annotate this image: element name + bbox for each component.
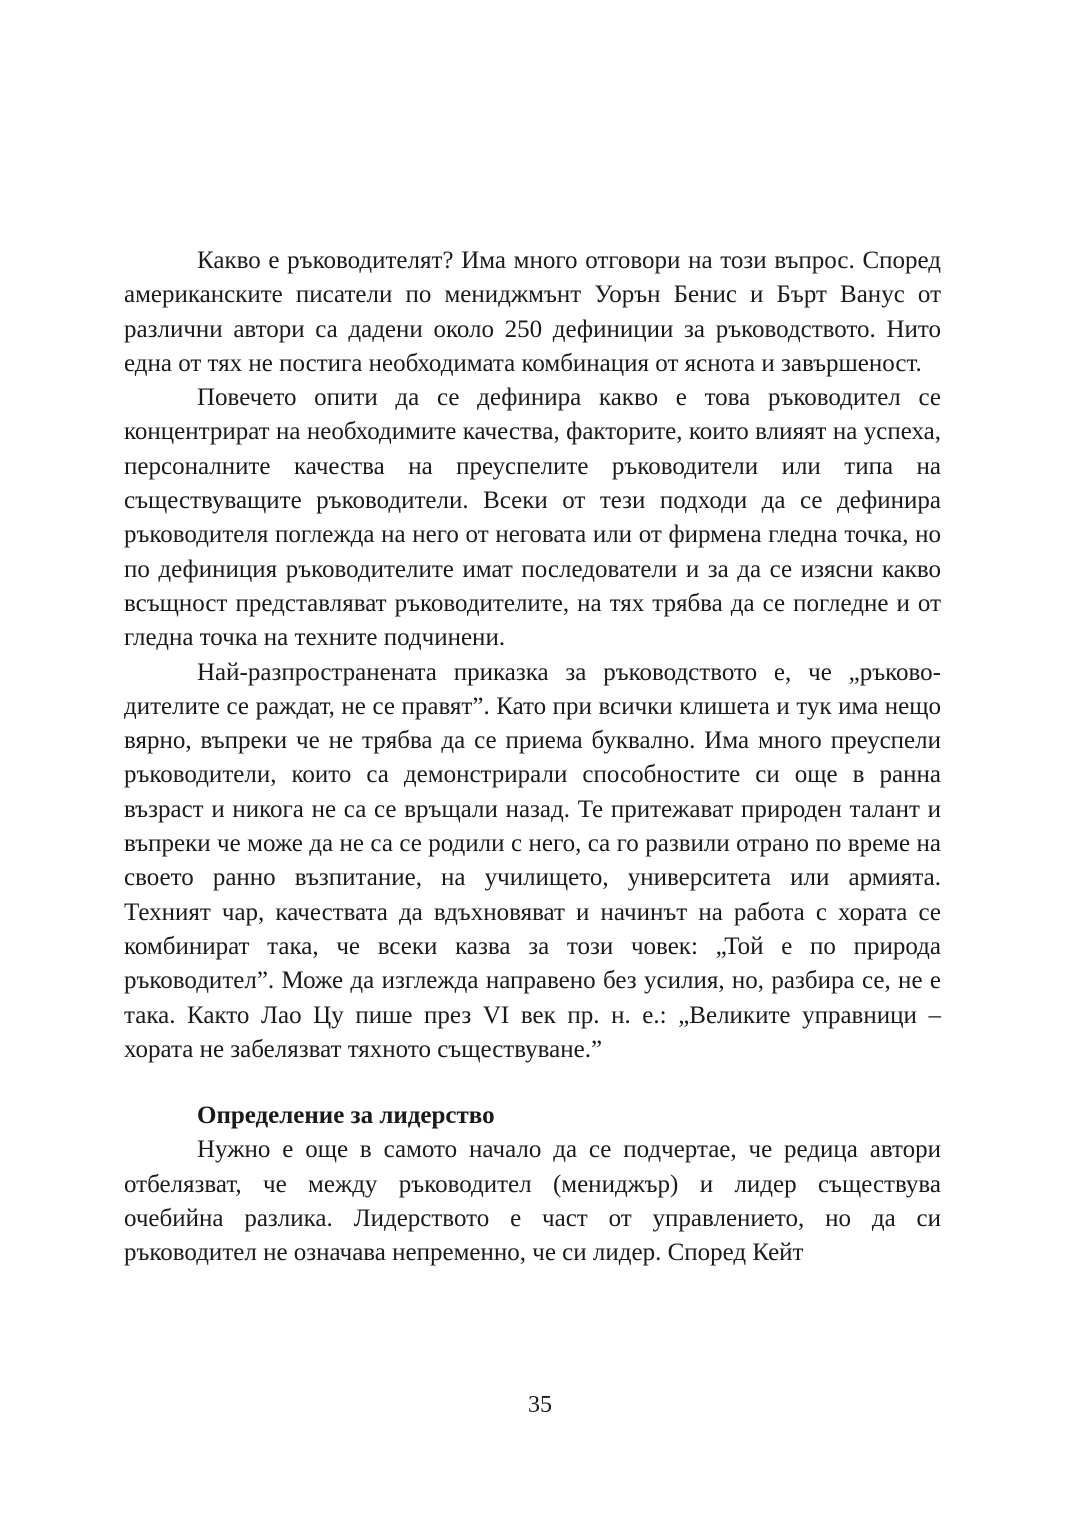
paragraph: Нужно е още в самото начало да се подчертае, че редица автори отбелязват, че между ръководител (мениджър) и лидер съществува очебийна разлика. Лидерството е част от управлението, но да си ръководител не означава непременно, че си лидер. Според Кейт <box>124 1136 941 1267</box>
paragraph: Какво е ръководителят? Има много отговори на този въпрос. Според американските писатели по мениджмънт Уорън Бенис и Бърт Ванус от различни автори са дадени около 250 дефиниции за ръководството. Нито една от тях не постига необходимата комбинация от яснота и завършеност. <box>124 247 941 377</box>
paragraph: Най-разпространената приказка за ръководството е, че „ръководителите се раждат, не се правят”. Като при всички клишета и тук има нещо вярно, въпреки че не трябва да се приема буквално. Има много преуспели ръководители, които са демонстрирали способностите си още в ранна възраст и никога не са се връщали назад. Те притежават природен талант и въпреки че може да не са се родили с него, са го развили отрано по време на своето ранно възпитание, на училището, университета или армията. Техният чар, качествата да вдъхновяват и начинът на работа с хората се комбинират така, че всеки казва за този човек: „Той е по природа ръководител”. Може да изглежда направено без усилия, но, разбира се, не е така. Както Лао Цу пише през VI век пр. н. е.: „Великите управници – хората не забелязват тяхното съществуване.” <box>124 658 941 1063</box>
section-heading: Определение за лидерство <box>197 1102 495 1130</box>
page-number: 35 <box>528 1392 552 1418</box>
paragraph: Повечето опити да се дефинира какво е това ръководител се концентрират на необходимите качества, факторите, които влияят на успеха, персоналните качества на преуспелите ръководители или типа на съществуващите ръководители. Всеки от тези подходи да се дефинира ръководителя поглежда на него от неговата или от фирмена гледна точка, но по дефиниция ръководителите имат последователи и за да се изясни какво всъщност представляват ръководителите, на тях трябва да се погледне и от гледна точка на техните подчинени. <box>124 384 941 652</box>
body-text <box>124 244 941 1271</box>
